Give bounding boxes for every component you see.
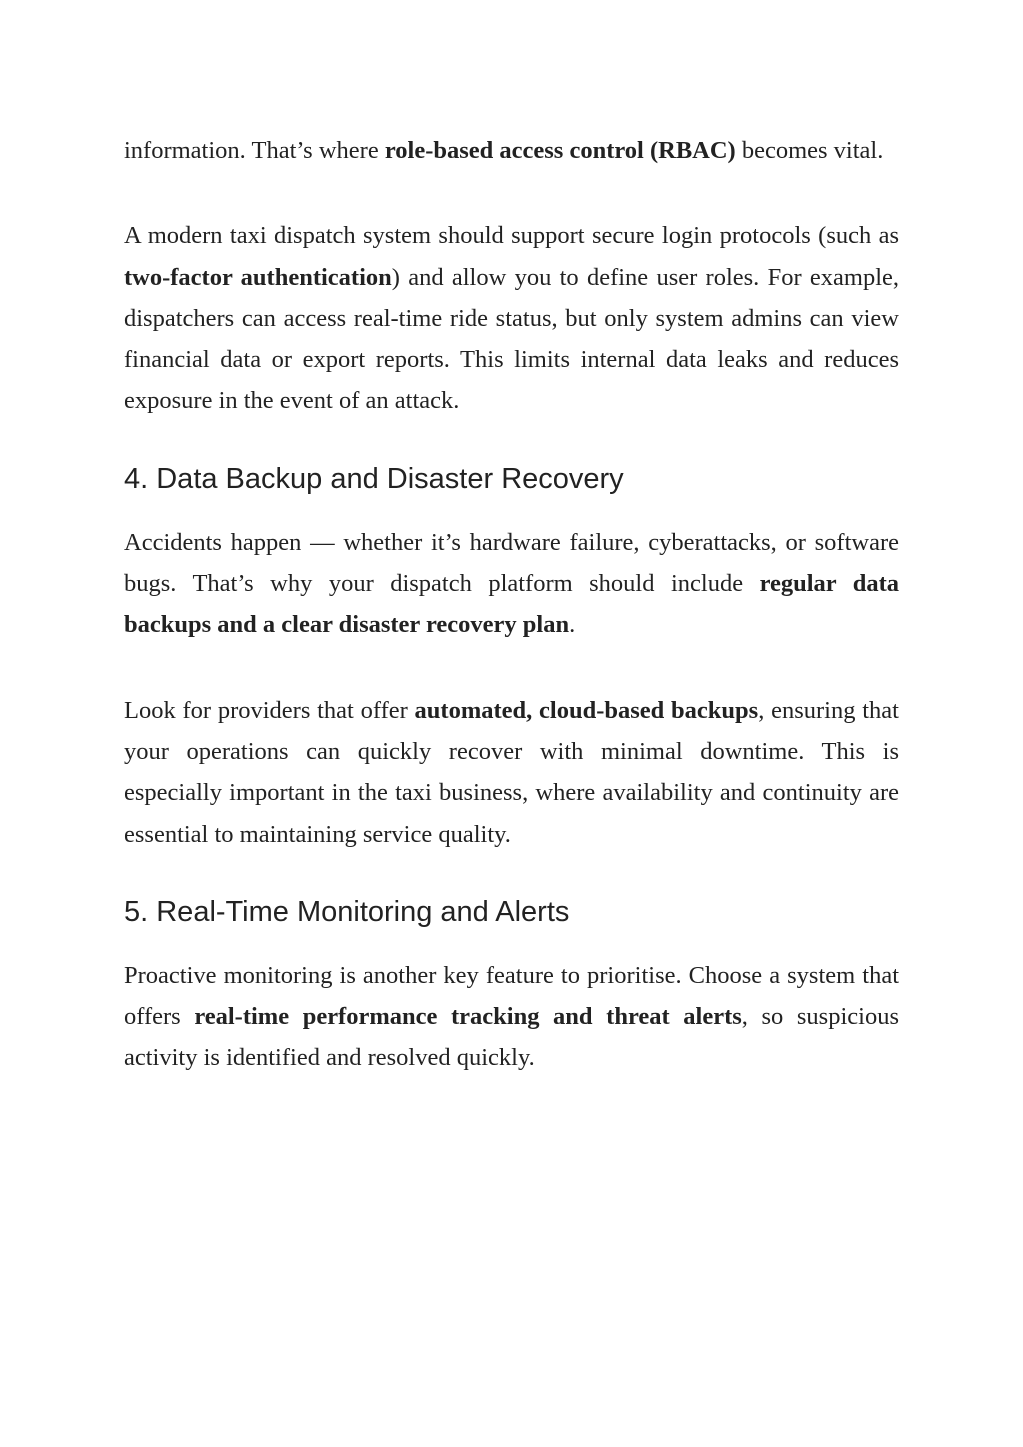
article-body (124, 130, 899, 1079)
paragraph-text: A modern taxi dispatch system should support secure login protocols (such as (124, 222, 899, 250)
paragraph-text: , ensuring that your operations can quickly recover with minimal downtime. This is especially important in the taxi business, where availability and continuity are essential to maintaining service quality. (124, 696, 899, 848)
paragraph-login-protocols (124, 215, 899, 421)
bold-term-backups-plan: regular data backups and a clear disaster recovery plan (124, 570, 899, 639)
paragraph-text: Proactive monitoring is another key feature to prioritise. Choose a system that offers (124, 961, 899, 1031)
paragraph-monitoring (124, 955, 899, 1079)
section-heading-backup: 4. Data Backup and Disaster Recovery (124, 462, 624, 495)
bold-term-cloud-backups: automated, cloud-based backups (414, 696, 759, 724)
paragraph-accidents (124, 522, 899, 646)
paragraph-providers (124, 690, 899, 855)
paragraph-text: , so suspicious activity is identified and resolved quickly. (124, 1003, 899, 1072)
paragraph-text: becomes vital. (735, 137, 884, 164)
paragraph-text: Look for providers that offer (124, 696, 415, 724)
paragraph-text: ) and allow you to define user roles. For example, dispatchers can access real-time ride status, but only system admins can view financial data or export reports. This limits internal data leaks and reduces exposure in the event of an attack. (124, 263, 899, 415)
paragraph-text: . (569, 611, 576, 639)
bold-term-2fa: two-factor authentication (124, 263, 392, 291)
paragraph-text: information. That’s where (124, 137, 385, 164)
paragraph-rbac-intro (124, 130, 899, 171)
paragraph-text: Accidents happen — whether it’s hardware failure, cyberattacks, or software bugs. That’s why your dispatch platform should include (124, 528, 899, 598)
bold-term-threat-alerts: real-time performance tracking and threat alerts (194, 1003, 742, 1031)
section-heading-monitoring: 5. Real-Time Monitoring and Alerts (124, 895, 570, 928)
bold-term-rbac: role-based access control (RBAC) (384, 137, 736, 164)
